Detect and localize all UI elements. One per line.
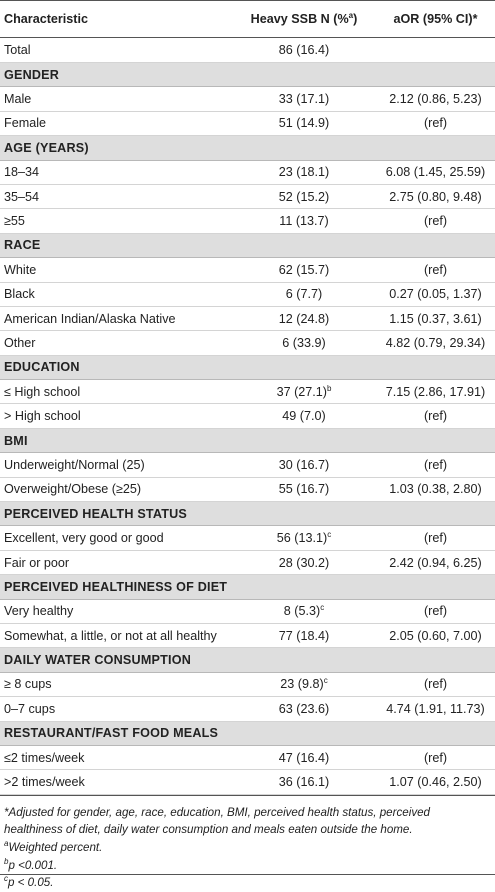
row-heavy-ssb-value: 23 (18.1): [278, 165, 330, 180]
row-aor: (ref): [376, 453, 495, 477]
table-row: [0, 331, 495, 355]
section-title: EDUCATION: [0, 355, 495, 379]
row-aor: (ref): [376, 111, 495, 135]
row-heavy-ssb: [232, 526, 376, 550]
row-aor: 2.42 (0.94, 6.25): [376, 550, 495, 574]
table-row: [0, 209, 495, 233]
row-heavy-ssb-value: 49 (7.0): [282, 409, 326, 424]
row-aor: 1.03 (0.38, 2.80): [376, 477, 495, 501]
row-heavy-ssb-value: 12 (24.8): [278, 311, 330, 326]
section-title: GENDER: [0, 63, 495, 87]
header-aor: aOR (95% CI)*: [376, 1, 495, 38]
row-aor: 0.27 (0.05, 1.37): [376, 282, 495, 306]
row-heavy-ssb: [232, 770, 376, 794]
row-heavy-ssb-value: 36 (16.1): [278, 775, 330, 790]
header-heavy-ssb-text: Heavy SSB N (%: [250, 12, 349, 26]
footnote-b-text: p <0.001.: [8, 858, 58, 872]
row-heavy-ssb: [232, 331, 376, 355]
footnote-a: [4, 839, 491, 857]
table-row: [0, 404, 495, 428]
table-row: [0, 550, 495, 574]
row-aor: [376, 38, 495, 63]
row-heavy-ssb-value: 30 (16.7): [278, 457, 330, 472]
section-header-row: [0, 63, 495, 87]
row-label: Female: [0, 111, 232, 135]
table-row: [0, 526, 495, 550]
row-heavy-ssb: [232, 697, 376, 721]
row-heavy-ssb-sup: c: [320, 603, 325, 613]
row-heavy-ssb-value: 62 (15.7): [278, 262, 330, 277]
row-label: > High school: [0, 404, 232, 428]
row-label: Total: [0, 38, 232, 63]
row-heavy-ssb: [232, 282, 376, 306]
row-label: >2 times/week: [0, 770, 232, 794]
footnote-c-mark: c: [4, 874, 8, 884]
row-label: ≤ High school: [0, 380, 232, 404]
row-heavy-ssb: [232, 111, 376, 135]
header-heavy-ssb: [232, 1, 376, 38]
table-row: [0, 453, 495, 477]
row-label: 0–7 cups: [0, 697, 232, 721]
section-title: BMI: [0, 428, 495, 452]
row-aor: (ref): [376, 599, 495, 623]
footnote-b: [4, 857, 491, 875]
row-heavy-ssb: [232, 184, 376, 208]
section-header-row: [0, 575, 495, 599]
row-heavy-ssb-value: 37 (27.1): [276, 384, 327, 399]
row-aor: (ref): [376, 526, 495, 550]
row-aor: 4.74 (1.91, 11.73): [376, 697, 495, 721]
table-row: [0, 282, 495, 306]
row-heavy-ssb: [232, 209, 376, 233]
section-header-row: [0, 648, 495, 672]
section-header-row: [0, 721, 495, 745]
row-aor: 2.12 (0.86, 5.23): [376, 87, 495, 111]
table-row: [0, 672, 495, 696]
section-title: RACE: [0, 233, 495, 257]
header-characteristic: Characteristic: [0, 1, 232, 38]
table-header: [0, 1, 495, 38]
section-header-row: [0, 428, 495, 452]
table-row: [0, 380, 495, 404]
table-row: [0, 111, 495, 135]
row-heavy-ssb-value: 6 (7.7): [285, 287, 323, 302]
section-header-row: [0, 233, 495, 257]
row-heavy-ssb-sup: c: [327, 530, 332, 540]
row-heavy-ssb-value: 6 (33.9): [282, 335, 326, 350]
table-row: [0, 477, 495, 501]
bottom-rule: [0, 874, 495, 875]
row-heavy-ssb: [232, 380, 376, 404]
row-heavy-ssb: [232, 306, 376, 330]
row-aor: 2.05 (0.60, 7.00): [376, 623, 495, 647]
row-heavy-ssb-value: 63 (23.6): [278, 701, 330, 716]
section-title: PERCEIVED HEALTH STATUS: [0, 502, 495, 526]
row-label: 18–34: [0, 160, 232, 184]
footnote-a-text: Weighted percent.: [8, 840, 103, 854]
section-header-row: [0, 502, 495, 526]
row-heavy-ssb: [232, 477, 376, 501]
header-heavy-ssb-sup: a: [348, 11, 354, 20]
row-aor: 2.75 (0.80, 9.48): [376, 184, 495, 208]
section-header-row: [0, 355, 495, 379]
row-heavy-ssb: [232, 745, 376, 769]
footnote-adjusted: *Adjusted for gender, age, race, education, BMI, perceived health status, perceived healthiness of diet, daily water consumption and meals eaten outside the home.: [4, 805, 431, 837]
row-label: ≥ 8 cups: [0, 672, 232, 696]
row-aor: (ref): [376, 209, 495, 233]
row-label: 35–54: [0, 184, 232, 208]
row-heavy-ssb: [232, 404, 376, 428]
row-label: White: [0, 258, 232, 282]
table-row: [0, 623, 495, 647]
row-label: Male: [0, 87, 232, 111]
section-title: PERCEIVED HEALTHINESS OF DIET: [0, 575, 495, 599]
table-row: [0, 258, 495, 282]
row-heavy-ssb: [232, 623, 376, 647]
row-heavy-ssb-value: 55 (16.7): [278, 482, 330, 497]
row-aor: (ref): [376, 672, 495, 696]
table-row: [0, 697, 495, 721]
section-header-row: [0, 136, 495, 160]
table-row: [0, 770, 495, 794]
footnote-b-mark: b: [4, 856, 9, 866]
row-label: Excellent, very good or good: [0, 526, 232, 550]
section-title: AGE (YEARS): [0, 136, 495, 160]
row-heavy-ssb-value: 23 (9.8): [280, 677, 324, 692]
row-heavy-ssb-sup: b: [326, 383, 332, 393]
row-heavy-ssb-value: 51 (14.9): [278, 116, 330, 131]
row-aor: 1.15 (0.37, 3.61): [376, 306, 495, 330]
row-heavy-ssb: [232, 672, 376, 696]
row-label: Fair or poor: [0, 550, 232, 574]
table-body: [0, 38, 495, 795]
footnote-a-mark: a: [4, 838, 9, 848]
table-row: [0, 306, 495, 330]
header-heavy-ssb-end: ): [353, 12, 358, 26]
row-heavy-ssb: [232, 550, 376, 574]
footnote-c-text: p < 0.05.: [8, 876, 54, 890]
row-heavy-ssb: [232, 599, 376, 623]
row-aor: (ref): [376, 258, 495, 282]
row-heavy-ssb: [232, 453, 376, 477]
row-aor: (ref): [376, 404, 495, 428]
row-label: Underweight/Normal (25): [0, 453, 232, 477]
row-heavy-ssb-value: 52 (15.2): [278, 189, 330, 204]
table-row: [0, 599, 495, 623]
row-heavy-ssb-value: 47 (16.4): [278, 750, 330, 765]
row-label: Other: [0, 331, 232, 355]
row-aor: 7.15 (2.86, 17.91): [376, 380, 495, 404]
row-label: Black: [0, 282, 232, 306]
table-footnotes: [0, 795, 495, 892]
row-heavy-ssb: 86 (16.4): [232, 38, 376, 63]
header-row: [0, 1, 495, 38]
section-title: DAILY WATER CONSUMPTION: [0, 648, 495, 672]
row-aor: (ref): [376, 745, 495, 769]
row-label: Somewhat, a little, or not at all healthy: [0, 623, 232, 647]
section-title: RESTAURANT/FAST FOOD MEALS: [0, 721, 495, 745]
table-row: [0, 745, 495, 769]
row-heavy-ssb-value: 77 (18.4): [278, 628, 330, 643]
row-heavy-ssb: [232, 258, 376, 282]
row-heavy-ssb-value: 33 (17.1): [278, 92, 330, 107]
row-heavy-ssb-value: 8 (5.3): [283, 604, 321, 619]
row-label: Overweight/Obese (≥25): [0, 477, 232, 501]
row-heavy-ssb-value: 28 (30.2): [278, 555, 330, 570]
table-row: [0, 184, 495, 208]
table-row-total: [0, 38, 495, 63]
row-heavy-ssb-sup: c: [323, 676, 328, 686]
table-row: [0, 160, 495, 184]
row-label: ≤2 times/week: [0, 745, 232, 769]
row-aor: 6.08 (1.45, 25.59): [376, 160, 495, 184]
row-heavy-ssb: [232, 87, 376, 111]
row-heavy-ssb-value: 11 (13.7): [279, 214, 329, 229]
row-label: American Indian/Alaska Native: [0, 306, 232, 330]
row-heavy-ssb-value: 56 (13.1): [276, 531, 328, 546]
row-aor: 4.82 (0.79, 29.34): [376, 331, 495, 355]
table-row: [0, 87, 495, 111]
row-heavy-ssb: [232, 160, 376, 184]
row-label: ≥55: [0, 209, 232, 233]
row-label: Very healthy: [0, 599, 232, 623]
row-aor: 1.07 (0.46, 2.50): [376, 770, 495, 794]
